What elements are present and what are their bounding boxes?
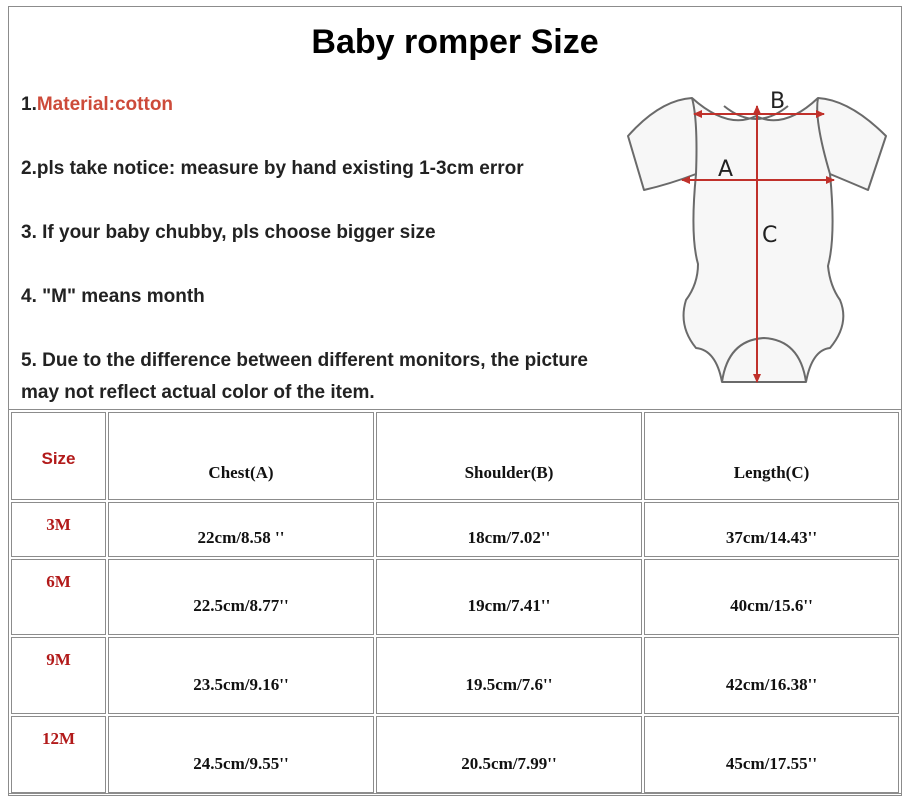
table-row [11,637,899,714]
header-chest: Chest(A) [108,412,374,500]
size-value: 12M [11,716,106,793]
length-value: 40cm/15.6'' [644,559,899,636]
length-value: 45cm/17.55'' [644,716,899,793]
shoulder-value: 20.5cm/7.99'' [376,716,642,793]
romper-diagram [624,86,890,392]
note-material-number: 1. [21,94,37,115]
chest-value: 22.5cm/8.77'' [108,559,374,636]
size-value: 6M [11,559,106,636]
length-value: 42cm/16.38'' [644,637,899,714]
label-a: A [718,157,734,182]
label-c: C [762,223,778,248]
chest-value: 22cm/8.58 '' [108,502,374,557]
table-header-row [11,412,899,500]
shoulder-value: 19cm/7.41'' [376,559,642,636]
length-value: 37cm/14.43'' [644,502,899,557]
note-chubby: 3. If your baby chubby, pls choose bigger size [21,222,436,243]
size-value: 9M [11,637,106,714]
shoulder-value: 18cm/7.02'' [376,502,642,557]
header-size: Size [11,412,106,500]
note-month: 4. "M" means month [21,286,205,307]
label-b: B [770,89,786,114]
header-shoulder: Shoulder(B) [376,412,642,500]
chest-value: 23.5cm/9.16'' [108,637,374,714]
table-row [11,559,899,636]
note-monitors: 5. Due to the difference between different monitors, the picture may not reflect actual color of the item. [21,350,588,403]
note-measure-error: 2.pls take notice: measure by hand existing 1-3cm error [21,158,524,179]
header-length: Length(C) [644,412,899,500]
page-title: Baby romper Size [311,23,599,61]
table-row [11,502,899,557]
size-table [8,409,902,796]
size-value: 3M [11,502,106,557]
note-material [21,89,173,121]
chest-value: 24.5cm/9.55'' [108,716,374,793]
note-material-text: Material:cotton [36,94,174,115]
shoulder-value: 19.5cm/7.6'' [376,637,642,714]
table-row [11,716,899,793]
